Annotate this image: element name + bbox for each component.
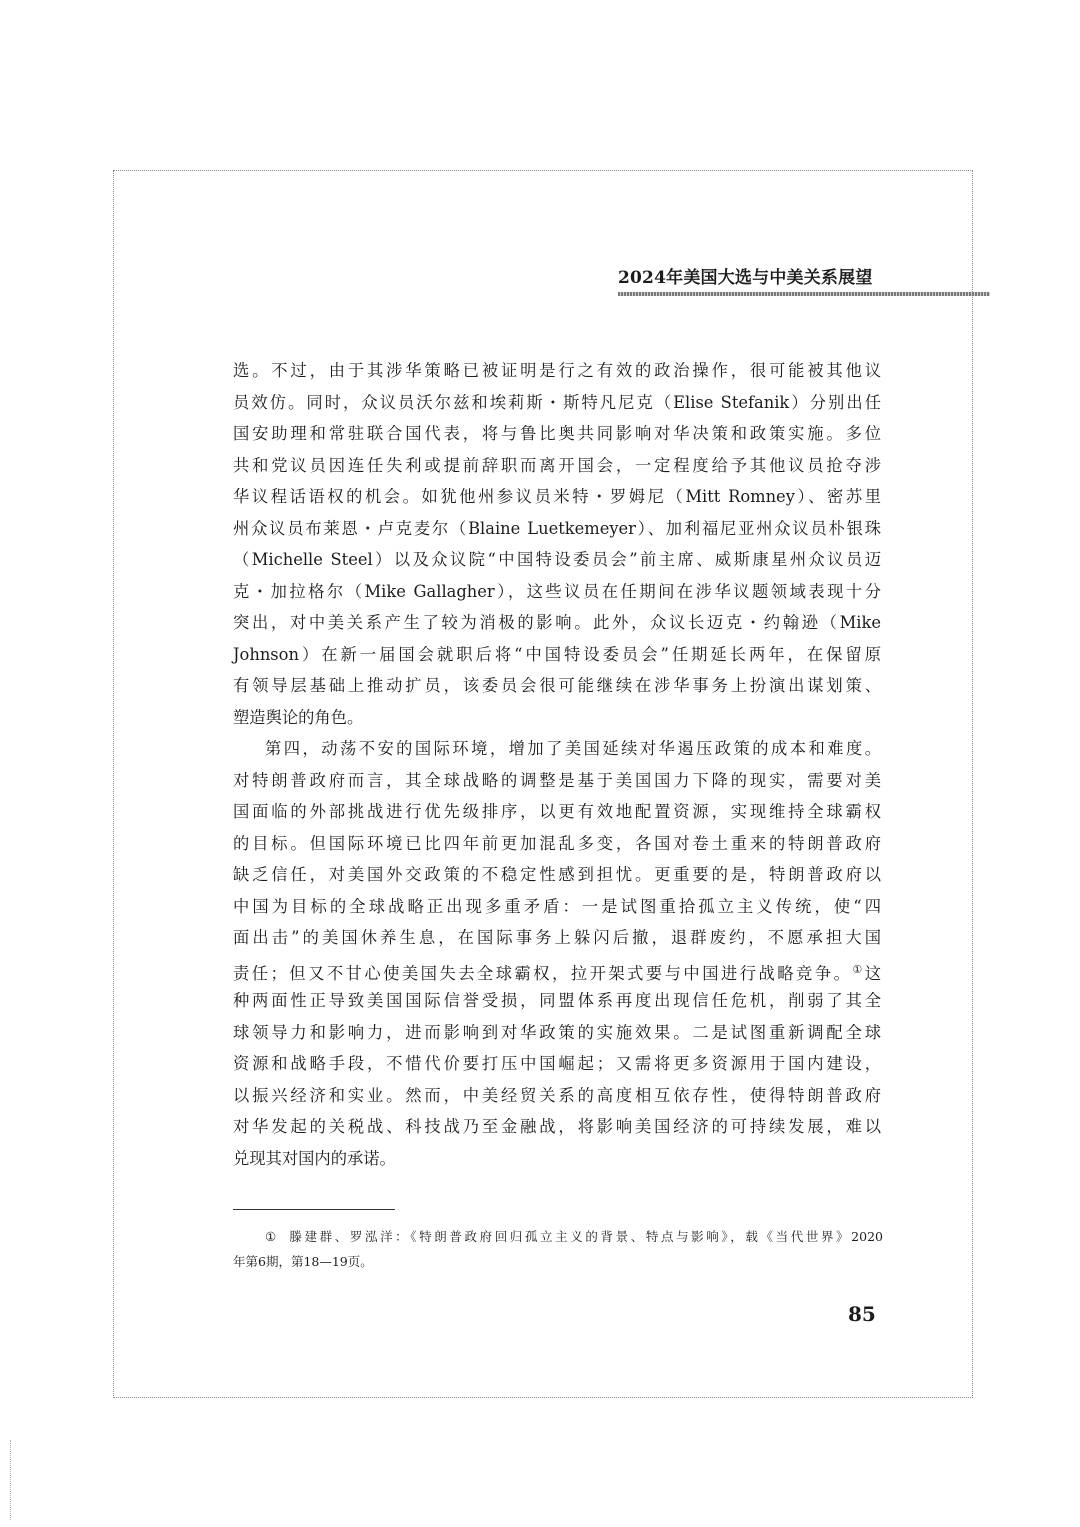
- text-line: 资源和战略手段，不惜代价要打压中国崛起；又需将更多资源用于国内建设，: [233, 1054, 881, 1073]
- footnote: [233, 1224, 883, 1274]
- running-head-rule: [618, 292, 990, 296]
- text-line: Johnson）在新一届国会就职后将“中国特设委员会”任期延长两年，在保留原: [233, 644, 881, 664]
- text-line: （Michelle Steel）以及众议院“中国特设委员会”前主席、威斯康星州众议员迈: [233, 550, 881, 569]
- footnote-reference[interactable]: ①: [852, 962, 865, 976]
- text-segment: 责任；但又不甘心使美国失去全球霸权，拉开架式要与中国进行战略竞争。: [233, 963, 853, 983]
- text-line: 以振兴经济和实业。然而，中美经贸关系的高度相互依存性，使得特朗普政府: [233, 1085, 881, 1105]
- text-line: 克・加拉格尔（Mike Gallagher），这些议员在任期间在涉华议题领域表现十分: [233, 581, 881, 601]
- footnote-line: [233, 1224, 883, 1249]
- footnote-line: 年第6期，第18—19页。: [233, 1254, 373, 1269]
- footnote-marker: ①: [265, 1229, 277, 1244]
- text-line: 员效仿。同时，众议员沃尔兹和埃莉斯・斯特凡尼克（Elise Stefanik）分别出任: [233, 392, 881, 412]
- text-line: 中国为目标的全球战略正出现多重矛盾：一是试图重拾孤立主义传统，使“四: [233, 896, 881, 916]
- text-line: 对特朗普政府而言，其全球战略的调整是基于美国国力下降的现实，需要对美: [233, 770, 881, 790]
- text-line: 共和党议员因连任失利或提前辞职而离开国会，一定程度给予其他议员抢夺涉: [233, 455, 881, 475]
- text-line: 选。不过，由于其涉华策略已被证明是行之有效的政治操作，很可能被其他议: [233, 361, 881, 380]
- text-line: 球领导力和影响力，进而影响到对华政策的实施效果。二是试图重新调配全球: [233, 1022, 881, 1042]
- scan-edge-marks: [10, 1440, 12, 1520]
- text-line: 国面临的外部挑战进行优先级排序，以更有效地配置资源，实现维持全球霸权: [233, 802, 881, 821]
- text-line: 国安助理和常驻联合国代表，将与鲁比奥共同影响对华决策和政策实施。多位: [233, 424, 881, 443]
- text-line: 有领导层基础上推动扩员，该委员会很可能继续在涉华事务上扮演出谋划策、: [233, 676, 881, 695]
- text-line: 华议程话语权的机会。如犹他州参议员米特・罗姆尼（Mitt Romney）、密苏里: [233, 487, 881, 506]
- footnote-citation: 滕建群、罗泓洋：《特朗普政府回归孤立主义的背景、特点与影响》，载《当代世界》2020: [289, 1229, 883, 1244]
- running-head: 2024年美国大选与中美关系展望: [618, 268, 873, 288]
- paragraph-first-line: 第四，动荡不安的国际环境，增加了美国延续对华遏压政策的成本和难度。: [265, 739, 881, 758]
- text-line: 突出，对中美关系产生了较为消极的影响。此外，众议长迈克・约翰逊（Mike: [233, 613, 881, 632]
- paragraph-end-line: 兑现其对国内的承诺。: [233, 1148, 396, 1168]
- page-number: 85: [848, 1302, 876, 1326]
- text-line: 面出击”的美国休养生息，在国际事务上躲闪后撤，退群废约，不愿承担大国: [233, 928, 881, 947]
- paragraph-end-line: 塑造舆论的角色。: [233, 707, 364, 727]
- footnote-separator: [233, 1209, 395, 1210]
- text-line: 对华发起的关税战、科技战乃至金融战，将影响美国经济的可持续发展，难以: [233, 1117, 881, 1136]
- body-text: [233, 355, 881, 1174]
- text-line: 州众议员布莱恩・卢克麦尔（Blaine Luetkemeyer）、加利福尼亚州众议员朴银珠: [233, 518, 881, 538]
- text-line: 种两面性正导致美国国际信誉受损，同盟体系再度出现信任危机，削弱了其全: [233, 991, 881, 1010]
- text-line: 的目标。但国际环境已比四年前更加混乱多变，各国对卷土重来的特朗普政府: [233, 833, 881, 853]
- text-line: 缺乏信任，对美国外交政策的不稳定性感到担忧。更重要的是，特朗普政府以: [233, 865, 881, 884]
- text-line-with-note: [233, 954, 881, 986]
- text-segment: 这: [864, 963, 881, 983]
